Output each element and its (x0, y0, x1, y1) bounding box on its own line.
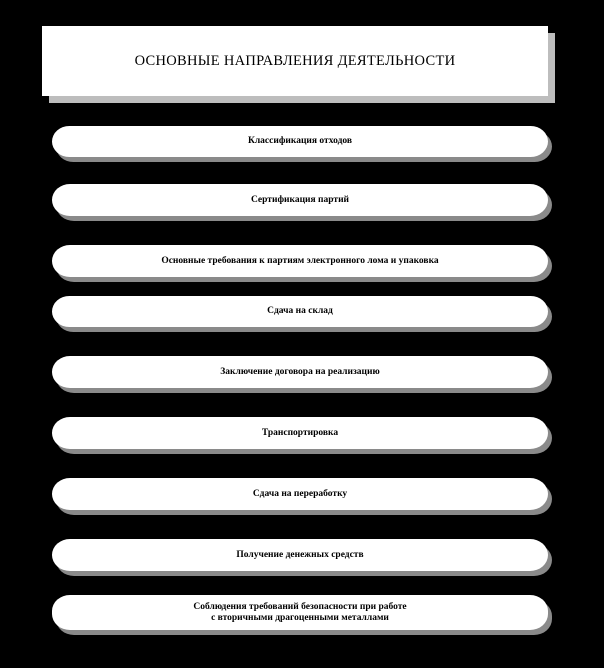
activity-certification (52, 184, 548, 216)
activity-label: Получение денежных средств (236, 549, 364, 560)
activity-warehouse (52, 296, 548, 327)
activity-classification (52, 126, 548, 157)
activity-payment (52, 539, 548, 571)
activity-label: Основные требования к партиям электронного лома и упаковка (161, 255, 439, 266)
activity-label: Сертификация партий (250, 194, 350, 205)
activity-label: Соблюдения требований безопасности при работе с вторичными драгоценными металлами (193, 601, 407, 623)
activity-label: Сдача на переработку (252, 488, 348, 499)
header-box (42, 26, 548, 96)
diagram-title: ОСНОВНЫЕ НАПРАВЛЕНИЯ ДЕЯТЕЛЬНОСТИ (134, 52, 456, 69)
activity-transport (52, 417, 548, 449)
activity-requirements (52, 245, 548, 277)
activity-processing (52, 478, 548, 510)
activity-contract (52, 356, 548, 388)
activity-safety (52, 595, 548, 630)
activity-label: Классификация отходов (247, 136, 353, 146)
activity-label: Сдача на склад (267, 306, 333, 316)
activity-label: Транспортировка (261, 427, 339, 438)
activity-label: Заключение договора на реализацию (220, 366, 380, 377)
